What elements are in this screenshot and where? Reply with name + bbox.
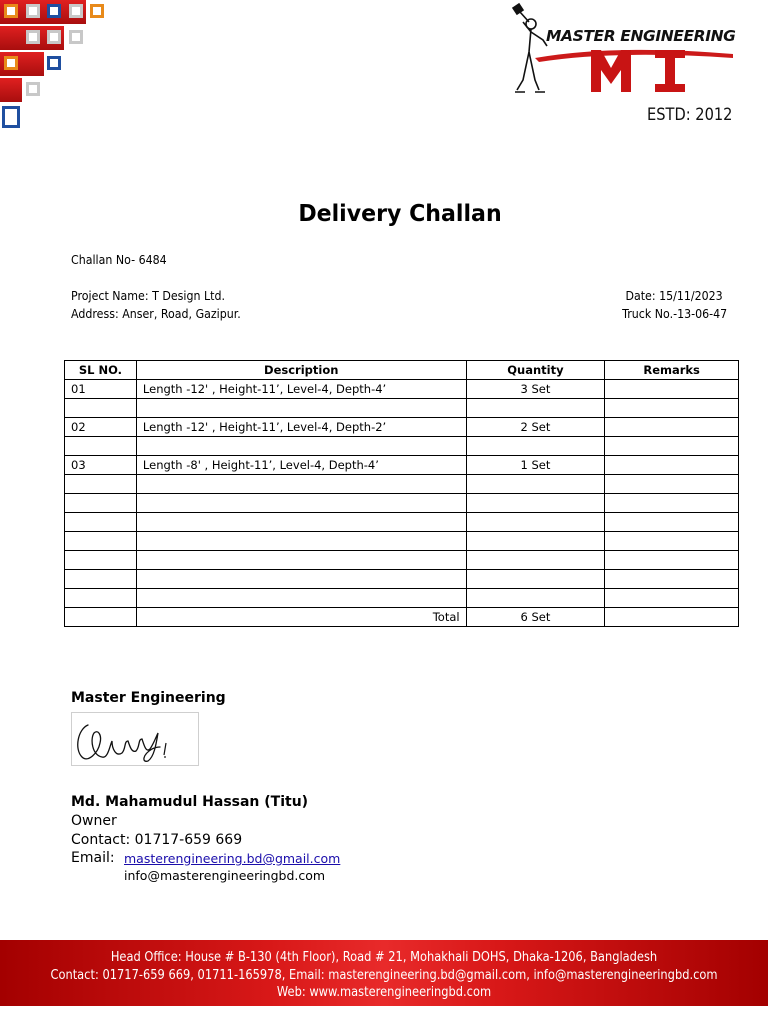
project-name: Project Name: T Design Ltd. (71, 289, 225, 303)
corner-square (69, 30, 83, 44)
cell-description (136, 589, 466, 608)
email-primary-link[interactable]: masterengineering.bd@gmail.com (124, 851, 341, 866)
table-row (65, 570, 739, 589)
cell-quantity (466, 551, 605, 570)
cell-total-remarks (605, 608, 739, 627)
delivery-items-table (64, 360, 739, 627)
challan-date: Date: 15/11/2023 (625, 289, 723, 303)
corner-square (26, 4, 40, 18)
signatory-name: Md. Mahamudul Hassan (Titu) (71, 794, 309, 810)
challan-number: Challan No- 6484 (71, 253, 167, 267)
cell-quantity (466, 532, 605, 551)
cell-description (136, 570, 466, 589)
email-label: Email: (71, 850, 115, 866)
column-header-description: Description (136, 361, 466, 380)
cell-description: Length -12' , Height-11’, Level-4, Depth-4’ (136, 380, 466, 399)
corner-square (47, 30, 61, 44)
cell-sl-no: 01 (65, 380, 137, 399)
cell-remarks (605, 475, 739, 494)
cell-remarks (605, 570, 739, 589)
table-row (65, 494, 739, 513)
signatory-role: Owner (71, 813, 117, 829)
cell-quantity (466, 513, 605, 532)
footer-head-office: Head Office: House # B-130 (4th Floor), Road # 21, Mohakhali DOHS, Dhaka-1206, Bangladesh (110, 950, 658, 965)
cell-description (136, 551, 466, 570)
total-value: 6 Set (466, 608, 605, 627)
signature-company: Master Engineering (71, 690, 226, 706)
cell-sl-no (65, 399, 137, 418)
corner-square (47, 4, 61, 18)
cell-remarks (605, 399, 739, 418)
cell-remarks (605, 380, 739, 399)
cell-remarks (605, 456, 739, 475)
table-row (65, 399, 739, 418)
cell-sl-no (65, 513, 137, 532)
table-row (65, 380, 739, 399)
cell-sl-no: 02 (65, 418, 137, 437)
page-title: Delivery Challan (298, 201, 502, 227)
cell-sl-no (65, 437, 137, 456)
cell-remarks (605, 418, 739, 437)
table-total-row (65, 608, 739, 627)
cell-quantity: 2 Set (466, 418, 605, 437)
cell-description (136, 437, 466, 456)
footer-bar (0, 940, 768, 1006)
cell-quantity (466, 494, 605, 513)
project-address: Address: Anser, Road, Gazipur. (71, 307, 241, 321)
cell-remarks (605, 551, 739, 570)
email-secondary: info@masterengineeringbd.com (124, 868, 326, 883)
cell-description: Length -8' , Height-11’, Level-4, Depth-4’ (136, 456, 466, 475)
cell-remarks (605, 513, 739, 532)
corner-square (4, 56, 18, 70)
cell-sl-no (65, 570, 137, 589)
table-row (65, 418, 739, 437)
column-header-remarks: Remarks (605, 361, 739, 380)
signatory-contact: Contact: 01717-659 669 (71, 832, 243, 848)
table-row (65, 551, 739, 570)
table-row (65, 513, 739, 532)
truck-number: Truck No.-13-06-47 (621, 307, 727, 321)
cell-quantity (466, 589, 605, 608)
corner-square (69, 4, 83, 18)
cell-quantity (466, 570, 605, 589)
cell-remarks (605, 589, 739, 608)
cell-remarks (605, 437, 739, 456)
table-row (65, 589, 739, 608)
corner-square (2, 106, 20, 128)
table-header-row (65, 361, 739, 380)
corner-square (47, 56, 61, 70)
cell-sl-no (65, 475, 137, 494)
column-header-sl-no: SL NO. (65, 361, 137, 380)
corner-square (26, 82, 40, 96)
corner-square (90, 4, 104, 18)
cell-total-blank (65, 608, 137, 627)
cell-sl-no (65, 494, 137, 513)
cell-quantity (466, 437, 605, 456)
corner-red-band (0, 78, 22, 102)
cell-remarks (605, 532, 739, 551)
cell-description (136, 494, 466, 513)
worker-with-hammer-logo (505, 0, 740, 100)
company-logo (505, 0, 740, 100)
cell-sl-no (65, 551, 137, 570)
cell-description (136, 513, 466, 532)
brand-name: MASTER ENGINEERING (546, 27, 736, 45)
cell-quantity (466, 475, 605, 494)
cell-description (136, 475, 466, 494)
cell-quantity: 1 Set (466, 456, 605, 475)
handwritten-signature (71, 712, 199, 766)
cell-description: Length -12' , Height-11’, Level-4, Depth-2’ (136, 418, 466, 437)
cell-remarks (605, 494, 739, 513)
cell-sl-no (65, 589, 137, 608)
established-year: ESTD: 2012 (647, 105, 733, 125)
cell-description (136, 532, 466, 551)
column-header-quantity: Quantity (466, 361, 605, 380)
corner-square (4, 4, 18, 18)
cell-sl-no: 03 (65, 456, 137, 475)
total-label: Total (136, 608, 466, 627)
cell-description (136, 399, 466, 418)
table-row (65, 532, 739, 551)
cell-quantity (466, 399, 605, 418)
cell-sl-no (65, 532, 137, 551)
table-row (65, 475, 739, 494)
table-row (65, 437, 739, 456)
footer-web: Web: www.masterengineeringbd.com (276, 985, 492, 1000)
cell-quantity: 3 Set (466, 380, 605, 399)
table-row (65, 456, 739, 475)
corner-square (26, 30, 40, 44)
footer-contact: Contact: 01717-659 669, 01711-165978, Email: masterengineering.bd@gmail.com, info@masterengineeringbd.com (50, 968, 718, 983)
